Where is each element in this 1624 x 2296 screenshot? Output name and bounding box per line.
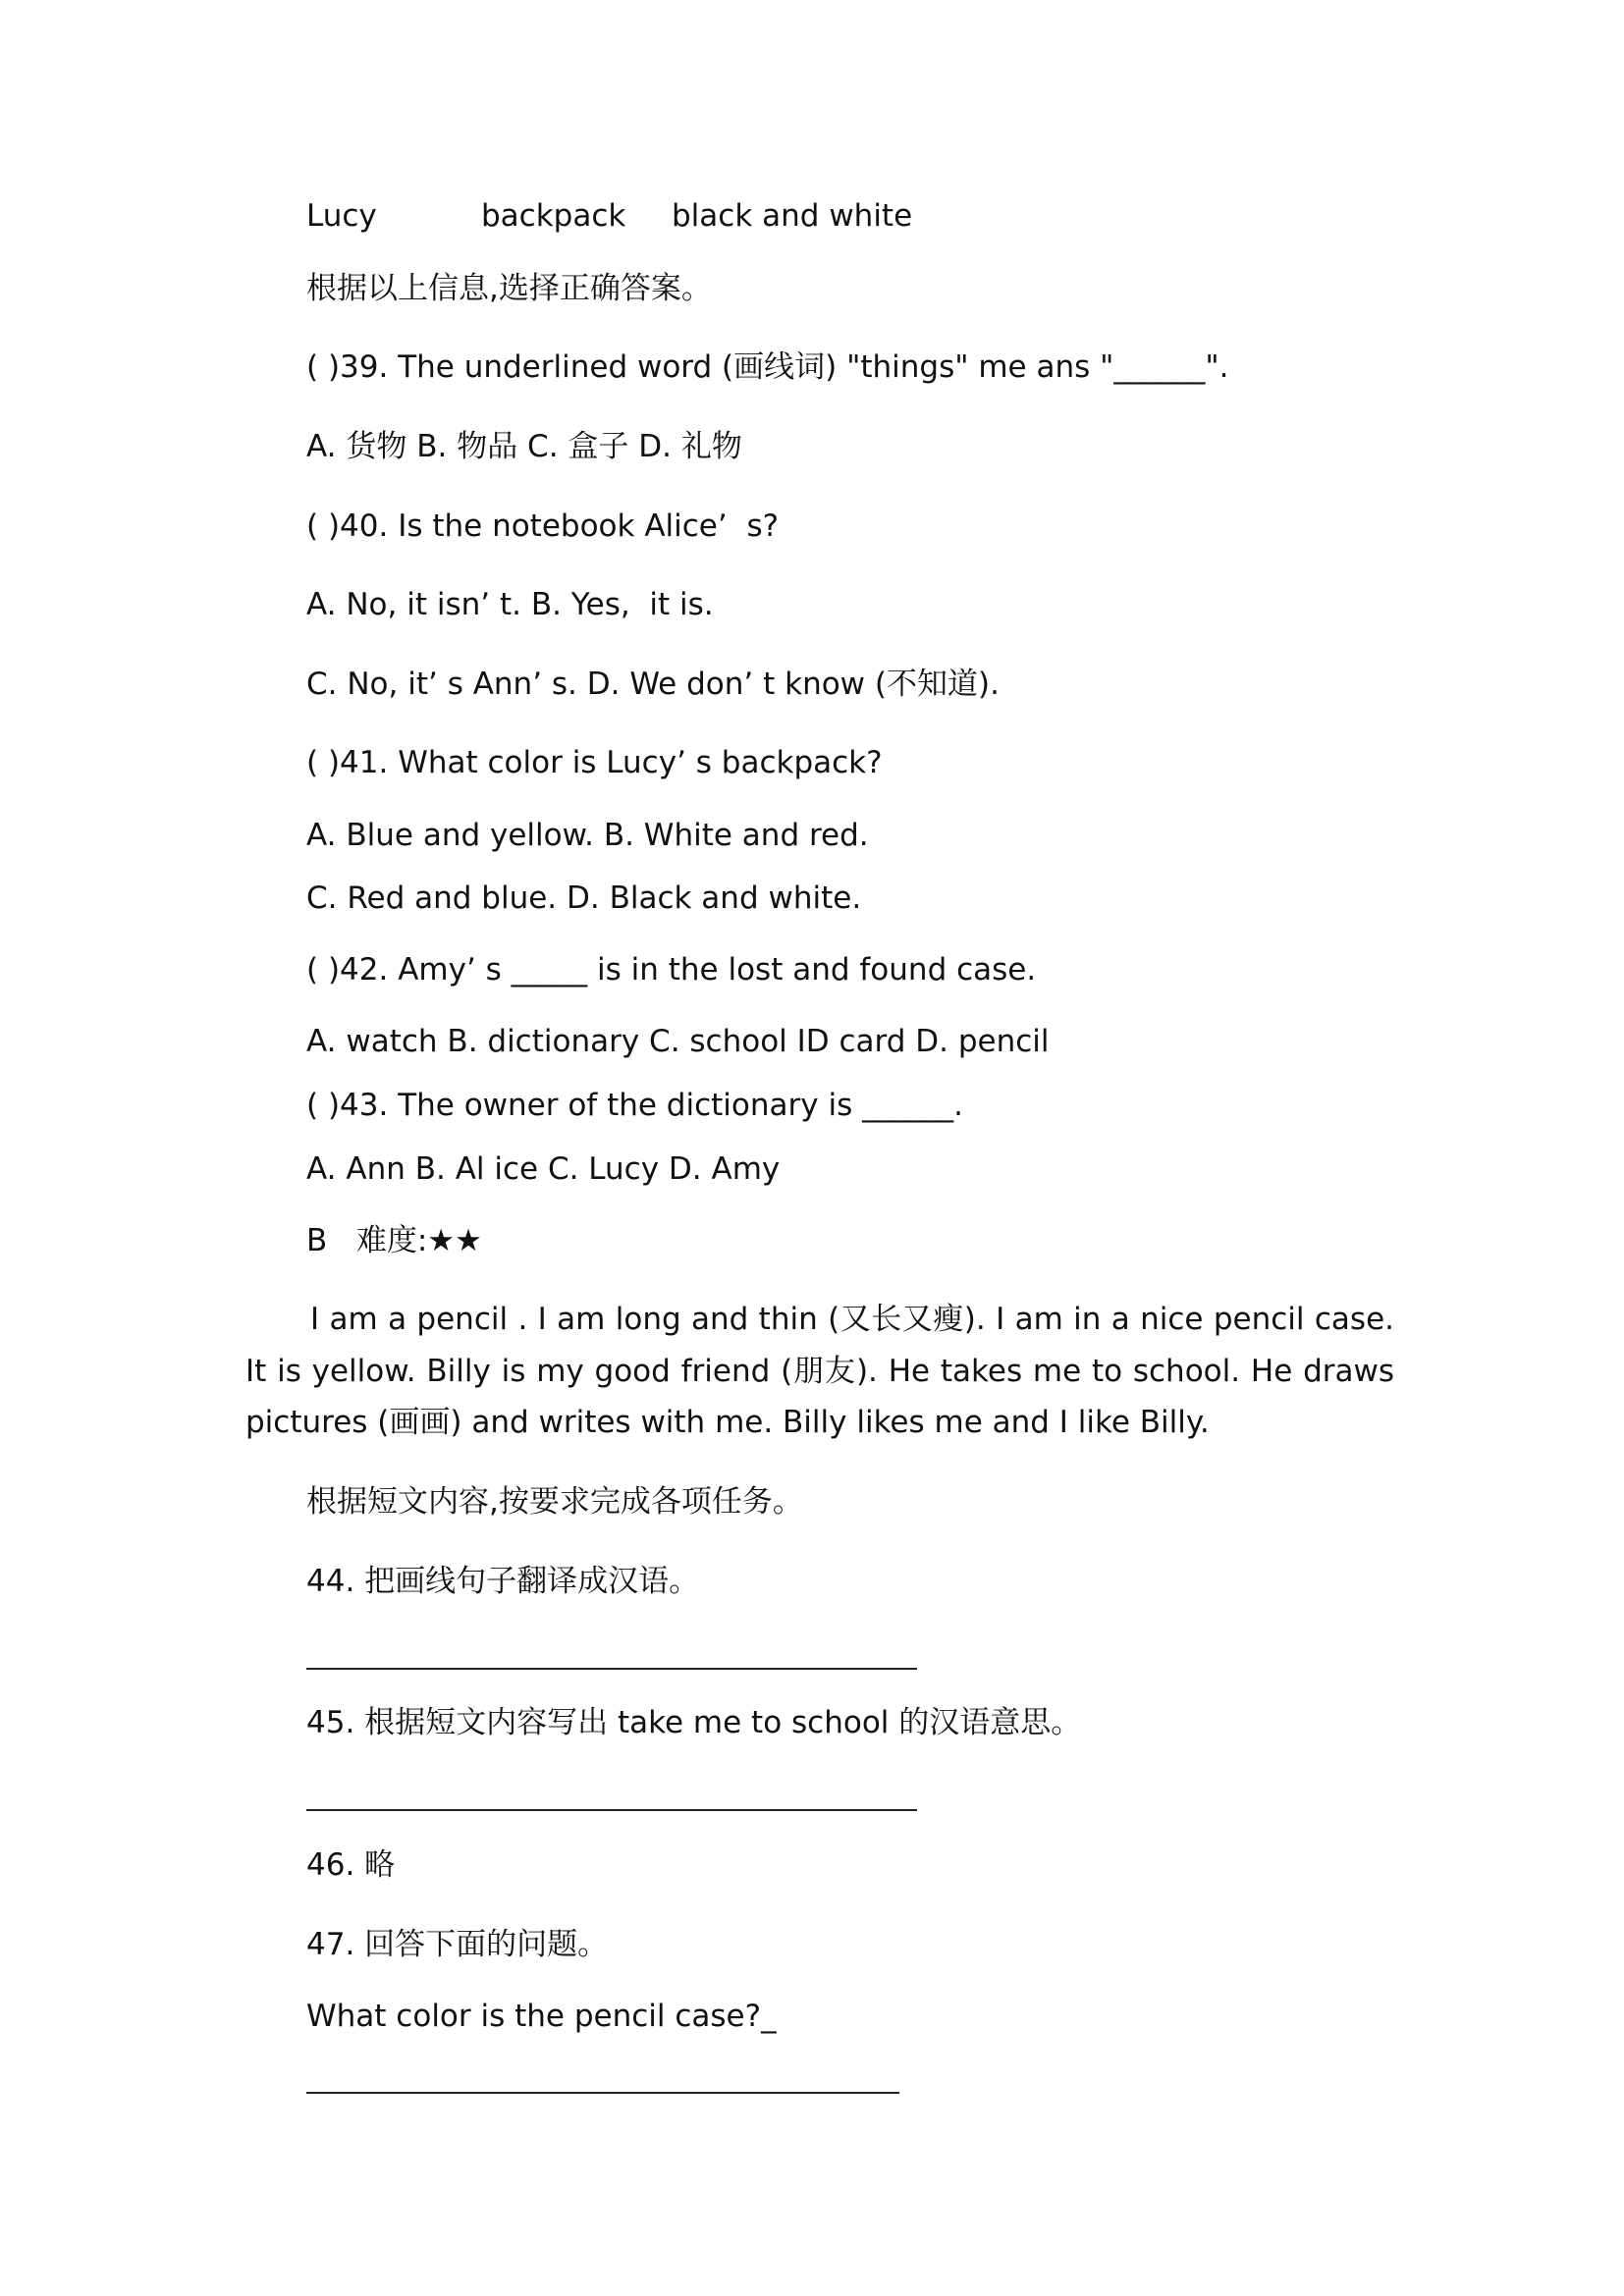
question-39: ( )39. The underlined word (画线词) "things" me ans "______". [306,349,1229,385]
reading-passage: I am a pencil . I am long and thin (又长又瘦). I am in a nice pencil case. It is yellow. Billy is my good friend (朋友). He takes me to school. He draws pictures (画画) and writes with me. Billy likes me and I like Billy. [245,1302,1394,1440]
difficulty-rating: 难度:★★ [355,1223,482,1258]
task-47-prompt: What color is the pencil case?_ [306,1999,777,2034]
question-42-options: A. watch B. dictionary C. school ID card D. pencil [306,1024,1050,1059]
question-39-options: A. 货物 B. 物品 C. 盒子 D. 礼物 [306,429,742,464]
question-43-options: A. Ann B. Al ice C. Lucy D. Amy [306,1151,781,1187]
question-41-options-2: C. Red and blue. D. Black and white. [306,881,862,916]
answer-line-45[interactable] [306,1809,917,1811]
info-color: black and white [672,198,913,234]
question-40-options-1: A. No, it isn’ t. B. Yes, it is. [306,587,714,622]
section-b-label: B [306,1223,328,1258]
info-name: Lucy [306,198,377,234]
instruction-choose-answer: 根据以上信息,选择正确答案。 [306,271,712,306]
question-41-options-1: A. Blue and yellow. B. White and red. [306,818,869,853]
question-41: ( )41. What color is Lucy’ s backpack? [306,745,883,780]
section-b-heading [306,1221,482,1260]
task-46: 46. 略 [306,1847,396,1883]
answer-line-44[interactable] [306,1668,917,1670]
task-44: 44. 把画线句子翻译成汉语。 [306,1564,700,1599]
task-45: 45. 根据短文内容写出 take me to school 的汉语意思。 [306,1705,1082,1740]
question-40-options-2: C. No, it’ s Ann’ s. D. We don’ t know (不知道). [306,667,1000,702]
info-item: backpack [481,198,626,234]
answer-line-47[interactable] [306,2092,899,2094]
question-42: ( )42. Amy’ s _____ is in the lost and found case. [306,952,1037,988]
task-47: 47. 回答下面的问题。 [306,1927,609,1962]
question-43: ( )43. The owner of the dictionary is ______. [306,1088,963,1123]
question-40: ( )40. Is the notebook Alice’ s? [306,508,780,544]
instruction-tasks: 根据短文内容,按要求完成各项任务。 [306,1484,803,1520]
